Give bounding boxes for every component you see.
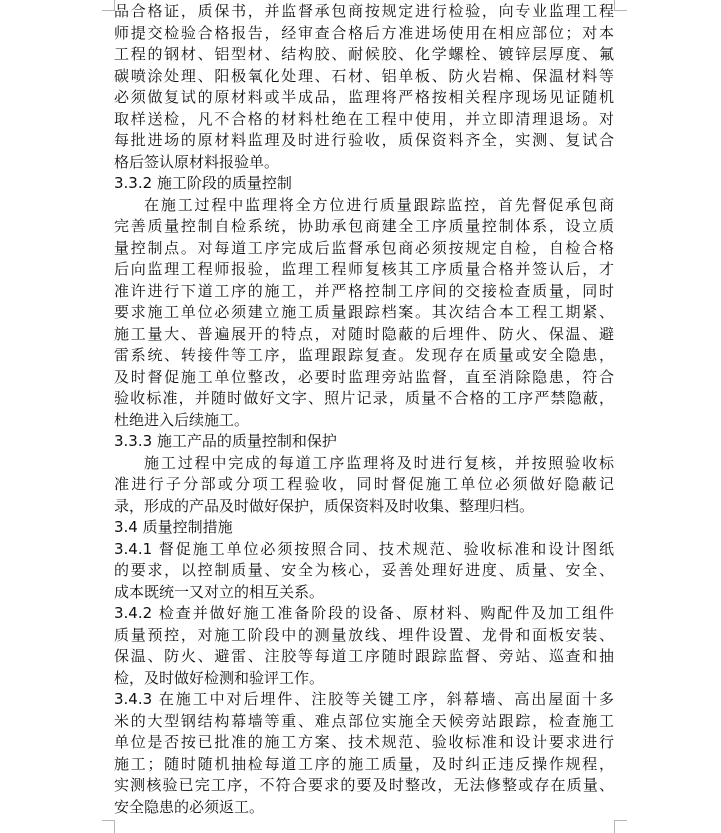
text-line: 必须做复试的原材料或半成品，监理将严格按相关程序现场见证随机 — [114, 88, 614, 106]
text-line: 及时督促施工单位整改，必要时监理旁站监督，直至消除隐患，符合 — [114, 367, 614, 386]
text-line: 格后签认原材料报验单。 — [114, 152, 280, 171]
text-line: 雷系统、转接件等工序，监理跟踪复查。发现存在质量或安全隐患， — [114, 346, 614, 364]
text-line: 施工；随时随机抽检每道工序的施工质量，及时纠正违反操作规程， — [114, 754, 614, 773]
text-line: 3.4.3 在施工中对后埋件、注胶等关键工序，斜幕墙、高出屋面十多 — [114, 690, 614, 708]
text-line: 米的大型钢结构幕墙等重、难点部位实施全天候旁站跟踪，检查施工 — [114, 711, 614, 730]
document-body — [114, 1, 614, 818]
text-line: 验收标准，并随时做好文字、照片记录，质量不合格的工序严禁隐蔽， — [114, 389, 614, 407]
text-line: 的要求，以控制质量、安全为核心，妥善处理好进度、质量、安全、 — [114, 561, 614, 579]
text-line: 施工量大、普遍展开的特点，对随时隐蔽的后埋件、防火、保温、避 — [114, 324, 614, 343]
text-line: 量控制点。对每道工序完成后监督承包商必须按规定自检，自检合格 — [114, 238, 614, 257]
text-line: 碳喷涂处理、阳极氧化处理、石材、铝单板、防火岩棉、保温材料等 — [114, 66, 614, 85]
text-line: 录，形成的产品及时做好保护，质保资料及时收集、整理归档。 — [114, 496, 535, 515]
text-line: 实测核验已完工序，不符合要求的要及时整改，无法修整或存在质量、 — [114, 776, 614, 794]
page-corner-mark-bottom-right — [614, 820, 627, 833]
section-heading: 3.3.2 施工阶段的质量控制 — [114, 174, 292, 192]
text-line: 施工过程中完成的每道工序监理将及时进行复核，并按照验收标 — [144, 453, 614, 472]
text-line: 安全隐患的必须返工。 — [114, 797, 265, 816]
text-line: 杜绝进入后续施工。 — [114, 410, 250, 429]
page-corner-mark-top-right — [614, 0, 627, 11]
text-line: 取样送检，凡不合格的材料杜绝在工程中使用，并立即清理退场。对 — [114, 109, 614, 128]
text-line: 质量预控，对施工阶段中的测量放线、埋件设置、龙骨和面板安装、 — [114, 625, 614, 644]
text-line: 保温、防火、避雷、注胶等每道工序随时跟踪监督、旁站、巡查和抽 — [114, 647, 614, 665]
section-heading: 3.3.3 施工产品的质量控制和保护 — [114, 432, 337, 450]
text-line: 工程的钢材、铝型材、结构胶、耐候胶、化学螺栓、镀锌层厚度、氟 — [114, 45, 614, 63]
page-corner-mark-bottom-left — [102, 820, 115, 833]
text-line: 成本既统一又对立的相互关系。 — [114, 582, 325, 601]
text-line: 师提交检验合格报告，经审查合格后方准进场使用在相应部位；对本 — [114, 23, 614, 42]
section-heading: 3.4 质量控制措施 — [114, 518, 233, 536]
text-line: 检，及时做好检测和验评工作。 — [114, 668, 325, 687]
text-line: 要求施工单位必须建立施工质量跟踪档案。其次结合本工程工期紧、 — [114, 303, 614, 321]
text-line: 每批进场的原材料监理及时进行验收，质保资料齐全，实测、复试合 — [114, 131, 614, 149]
text-line: 3.4.1 督促施工单位必须按照合同、技术规范、验收标准和设计图纸 — [114, 539, 614, 558]
text-line: 单位是否按已批准的施工方案、技术规范、验收标准和设计要求进行 — [114, 733, 614, 751]
text-line: 后向监理工程师报验，监理工程师复核其工序质量合格并签认后，才 — [114, 260, 614, 278]
text-line: 准进行子分部或分项工程验收，同时督促施工单位必须做好隐蔽记 — [114, 475, 614, 493]
text-line: 品合格证，质保书，并监督承包商按规定进行检验，向专业监理工程 — [114, 2, 614, 20]
text-line: 在施工过程中监理将全方位进行质量跟踪监控，首先督促承包商 — [144, 195, 614, 214]
text-line: 3.4.2 检查并做好施工准备阶段的设备、原材料、购配件及加工组件 — [114, 604, 614, 622]
text-line: 完善质量控制自检系统，协助承包商建全工序质量控制体系，设立质 — [114, 217, 614, 235]
text-line: 准许进行下道工序的施工，并严格控制工序间的交接检查质量，同时 — [114, 281, 614, 300]
